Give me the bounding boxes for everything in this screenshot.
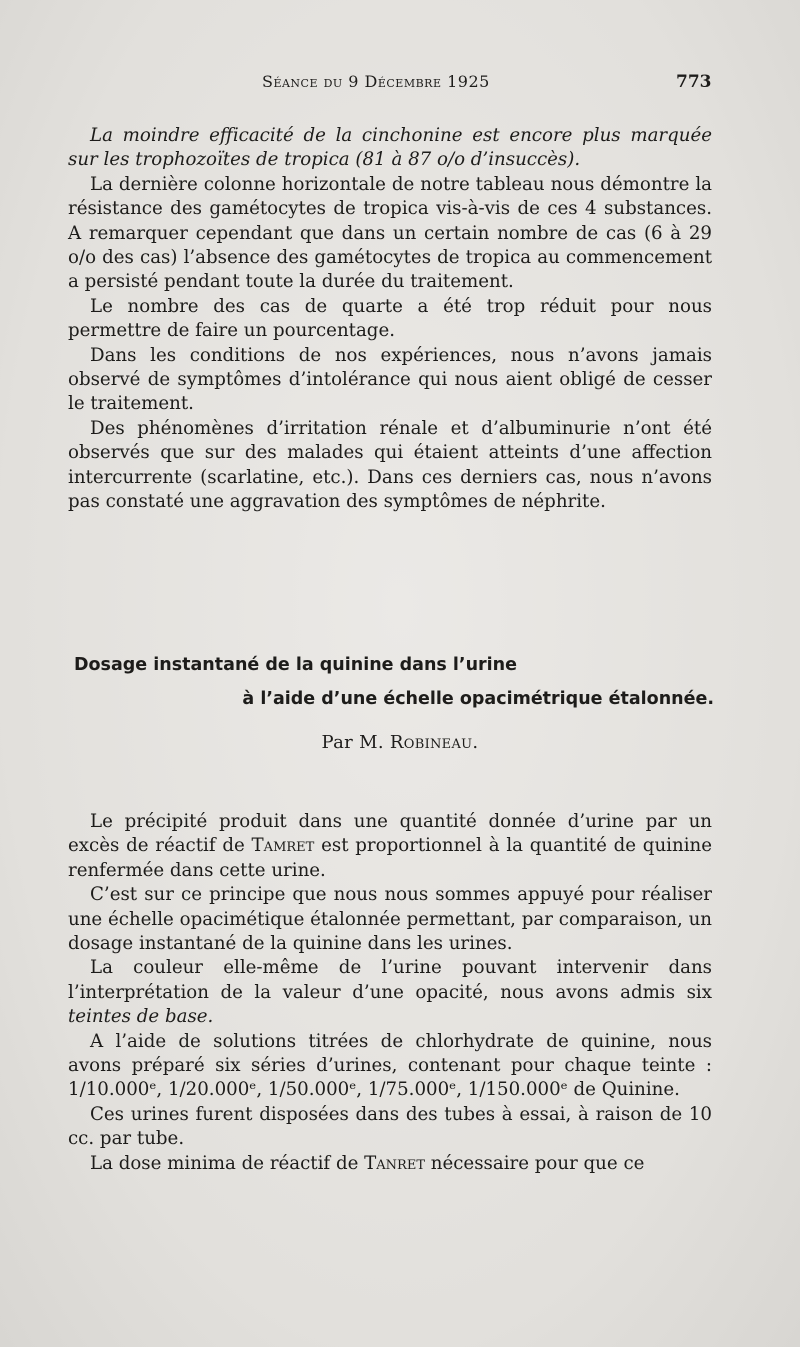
section-two-body (68, 810, 712, 1176)
reagent-name: Tamret (251, 835, 315, 857)
paragraph: Ces urines furent disposées dans des tubes à essai, à raison de 10 cc. par tube. (68, 1103, 712, 1150)
article-title-line-1: Dosage instantané de la quinine dans l’urine (74, 655, 517, 675)
page-number: 773 (676, 72, 712, 92)
paragraph: Le nombre des cas de quarte a été trop réduit pour nous permettre de faire un pourcentage. (68, 295, 712, 342)
section-one-body (68, 124, 712, 515)
paragraph: La dernière colonne horizontale de notre tableau nous démontre la résistance des gamétocytes de tropica vis-à-vis de ces 4 substances. A remarquer cependant que dans un certain nombre de cas (6 à 29 o/o des cas) l’absence des gamétocytes de tropica au commencement a persisté pendant toute la durée du traitement. (68, 173, 712, 293)
paragraph: La moindre efficacité de la cinchonine est encore plus marquée sur les trophozoïtes de tropica (81 à 87 o/o d’insuccès). (68, 125, 712, 171)
byline-prefix: Par M. (321, 732, 384, 753)
paragraph-text: Le précipité produit dans une quantité donnée d’urine par un excès de réactif de (68, 811, 712, 857)
paragraph-text: La dose minima de réactif de (90, 1152, 365, 1174)
reagent-name: Tanret (364, 1152, 425, 1174)
paragraph: Des phénomènes d’irritation rénale et d’albuminurie n’ont été observés que sur des malades qui étaient atteints d’une affection intercurrente (scarlatine, etc.). Dans ces derniers cas, nous n’avons pas constaté une aggravation des symptômes de néphrite. (68, 417, 712, 513)
paragraph-text: nécessaire pour que ce (424, 1152, 645, 1174)
running-header (0, 72, 800, 102)
paragraph (68, 956, 712, 1029)
author-name: Robineau. (389, 732, 479, 753)
paragraph: A l’aide de solutions titrées de chlorhydrate de quinine, nous avons préparé six séries d’urines, contenant pour chaque teinte : 1/10.000ᵉ, 1/20.000ᵉ, 1/50.000ᵉ, 1/75.000ᵉ, 1/150.000ᵉ de Quinine. (68, 1030, 712, 1101)
article-byline (0, 732, 800, 753)
paragraph-text: La couleur elle-même de l’urine pouvant intervenir dans l’interprétation de la valeur d’une opacité, nous avons admis six (68, 957, 712, 1003)
article-title-line-2: à l’aide d’une échelle opacimétrique étalonnée. (242, 689, 714, 709)
header-title: Séance du 9 Décembre 1925 (262, 72, 490, 91)
paragraph: Dans les conditions de nos expériences, nous n’avons jamais observé de symptômes d’intolérance qui nous aient obligé de cesser le traitement. (68, 344, 712, 415)
paragraph (68, 810, 712, 883)
italic-term: teintes de base. (68, 1006, 214, 1028)
paragraph (68, 1152, 712, 1176)
paragraph-text: est proportionnel à la quantité de quinine renfermée dans cette urine. (68, 835, 712, 881)
article-title (74, 648, 724, 716)
paragraph: C’est sur ce principe que nous nous sommes appuyé pour réaliser une échelle opacimétique étalonnée permettant, par comparaison, un dosage instantané de la quinine dans les urines. (68, 884, 712, 955)
